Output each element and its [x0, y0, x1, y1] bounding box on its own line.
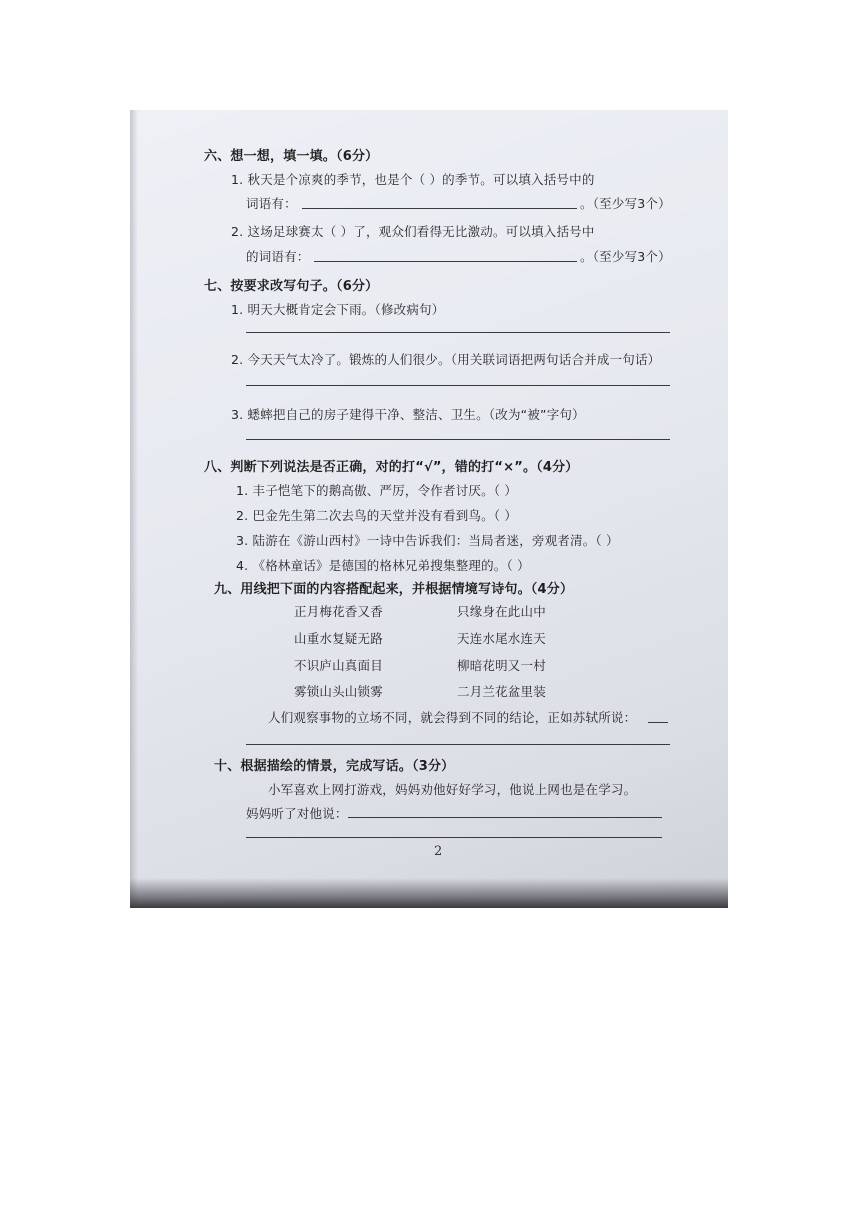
section-10-line2-label: 妈妈听了对他说： [246, 806, 348, 821]
section-7-q3: 3. 蟋蟀把自己的房子建得干净、整洁、卫生。（改为“被”字句） [231, 407, 585, 422]
answer-line-6-1[interactable] [302, 208, 577, 209]
section-10-line1: 小军喜欢上网打游戏，妈妈劝他好好学习，他说上网也是在学习。 [268, 782, 637, 797]
answer-line-7-3[interactable] [246, 439, 670, 440]
section-6-q1-line1: 1. 秋天是个凉爽的季节，也是个（ ）的季节。可以填入括号中的 [231, 172, 595, 187]
answer-line-6-2[interactable] [314, 261, 577, 262]
section-6-heading: 六、想一想，填一填。（6分） [204, 149, 379, 164]
poem-right-3[interactable]: 柳暗花明又一村 [457, 658, 546, 673]
answer-line-10-b[interactable] [246, 837, 662, 838]
section-9-prompt: 人们观察事物的立场不同，就会得到不同的结论，正如苏轼所说： [268, 710, 637, 725]
scanned-page-photo [130, 110, 728, 908]
section-6-q1-line2-label: 词语有： [246, 196, 297, 211]
answer-line-9-b[interactable] [246, 744, 670, 745]
section-8-q3: 3. 陆游在《游山西村》一诗中告诉我们：当局者迷，旁观者清。（ ） [236, 533, 619, 548]
section-7-q2: 2. 今天天气太冷了。锻炼的人们很少。（用关联词语把两句话合并成一句话） [231, 352, 661, 367]
section-8-q2: 2. 巴金先生第二次去鸟的天堂并没有看到鸟。（ ） [236, 508, 518, 523]
poem-right-4[interactable]: 二月兰花盆里装 [457, 684, 546, 699]
section-10-heading: 十、根据描绘的情景，完成写话。（3分） [214, 759, 455, 774]
page-bottom-shadow [130, 878, 728, 908]
poem-right-2[interactable]: 天连水尾水连天 [457, 631, 546, 646]
section-6-q2-line2-note: 。（至少写3个） [580, 249, 671, 264]
poem-right-1[interactable]: 只缘身在此山中 [457, 604, 546, 619]
section-7-q1: 1. 明天大概肯定会下雨。（修改病句） [231, 302, 445, 317]
section-8-q4: 4. 《格林童话》是德国的格林兄弟搜集整理的。（ ） [236, 558, 530, 573]
answer-line-9-a[interactable] [648, 722, 668, 723]
section-6-q1-line2-note: 。（至少写3个） [580, 196, 671, 211]
answer-line-7-2[interactable] [246, 385, 670, 386]
poem-left-2[interactable]: 山重水复疑无路 [294, 631, 383, 646]
poem-left-3[interactable]: 不识庐山真面目 [294, 658, 383, 673]
section-6-q2-line2-label: 的词语有： [246, 249, 310, 264]
section-9-heading: 九、用线把下面的内容搭配起来，并根据情境写诗句。（4分） [214, 582, 574, 597]
section-8-q1: 1. 丰子恺笔下的鹅高傲、严厉，令作者讨厌。（ ） [236, 483, 518, 498]
answer-line-7-1[interactable] [246, 332, 670, 333]
answer-line-10-a[interactable] [348, 817, 662, 818]
section-6-q2-line1: 2. 这场足球赛太（ ）了，观众们看得无比激动。可以填入括号中 [231, 224, 595, 239]
section-7-heading: 七、按要求改写句子。（6分） [204, 279, 379, 294]
page-number: 2 [434, 844, 443, 859]
poem-left-4[interactable]: 雾锁山头山锁雾 [294, 684, 383, 699]
section-8-heading: 八、判断下列说法是否正确，对的打“√”，错的打“×”。（4分） [204, 460, 579, 475]
page-left-shadow [130, 110, 138, 908]
poem-left-1[interactable]: 正月梅花香又香 [294, 604, 383, 619]
